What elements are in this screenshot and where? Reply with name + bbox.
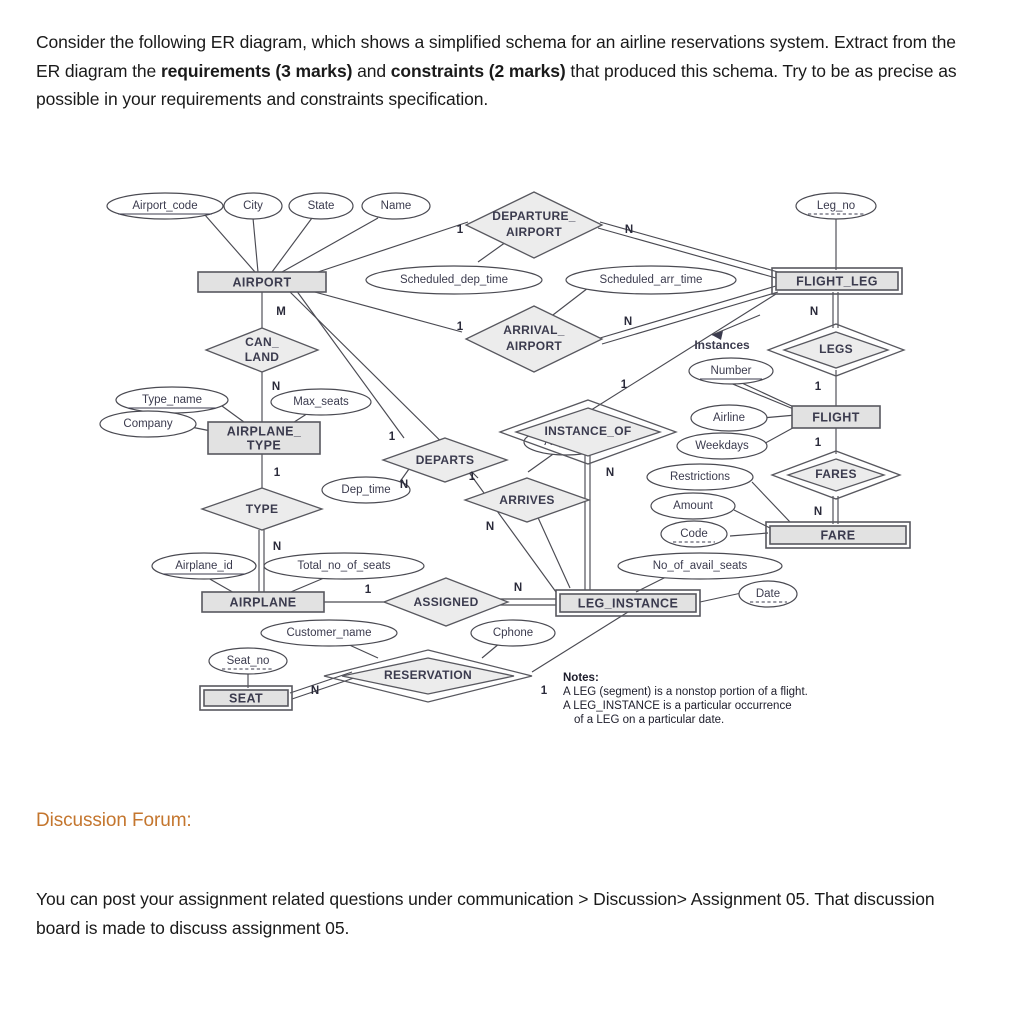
attribute-restrictions: [647, 464, 753, 490]
entity-airport: [198, 272, 326, 292]
attribute-label: Type_name: [141, 394, 203, 407]
attribute-label: Restrictions: [669, 471, 731, 484]
relationship-can-land: [206, 328, 318, 372]
attribute-label: Leg_no: [816, 200, 856, 213]
cardinality-arrival-airport-n: N: [623, 316, 633, 329]
relationship-label-line1: DEPARTS: [415, 453, 475, 468]
entity-airplane: [202, 592, 324, 612]
cardinality-arrival-airport-1: 1: [456, 321, 464, 334]
forum-body-line-2: That discussion board is made to discuss assignment 05.: [36, 889, 935, 938]
relationship-arrival-airport: [466, 306, 602, 372]
attribute-max-seats: [271, 389, 371, 415]
forum-body-line-1: You can post your assignment related questions under communication > Discussion> Assignment 05.: [36, 889, 810, 909]
attribute-label: Airport_code: [132, 200, 198, 213]
attribute-label: Dep_time: [341, 484, 391, 497]
attribute-label: No_of_avail_seats: [652, 560, 748, 573]
relationship-legs: [768, 324, 904, 376]
entity-flight-leg: [772, 268, 902, 294]
attribute-city: [224, 193, 282, 219]
cardinality-type-n: N: [272, 541, 282, 554]
attribute-number: [689, 358, 773, 384]
attribute-label: Customer_name: [286, 627, 372, 640]
attribute-label: Number: [710, 365, 752, 378]
discussion-forum-heading: Discussion Forum:: [36, 810, 192, 831]
svg-text:Instances: Instances: [694, 338, 750, 353]
cardinality-assigned-1: 1: [364, 584, 372, 597]
relationship-assigned: [384, 578, 508, 626]
attribute-label: Scheduled_dep_time: [399, 274, 509, 287]
attribute-airport-code: [107, 193, 223, 219]
cardinality-fares-n: N: [813, 506, 823, 519]
cardinality-reservation-n: N: [310, 685, 320, 698]
attribute-weekdays: [677, 433, 767, 459]
attribute-leg-no: [796, 193, 876, 219]
question-constraints-marks: constraints (2 marks): [390, 60, 566, 81]
entity-label-line1: AIRPLANE_: [226, 424, 302, 439]
notes-line-3: of a LEG on a particular date.: [574, 714, 725, 727]
relationship-departs: [383, 438, 507, 482]
cardinality-instance-of-1: 1: [620, 379, 628, 392]
cardinality-reservation-1: 1: [540, 685, 548, 698]
relationship-label-line2: LAND: [244, 350, 280, 365]
attribute-type-name: [116, 387, 228, 413]
question-requirements-marks: requirements (3 marks): [160, 60, 353, 81]
relationship-arrives: [465, 478, 589, 522]
relationship-label-line1: INSTANCE_OF: [544, 424, 632, 439]
attribute-no-of-avail-seats: [618, 553, 782, 579]
attribute-seat-no: [209, 648, 287, 674]
attribute-label: Weekdays: [695, 440, 749, 453]
cardinality-arrives-n: N: [485, 521, 495, 534]
attribute-date: [739, 581, 797, 607]
discussion-forum-body: [36, 885, 980, 942]
attribute-label: Airplane_id: [175, 560, 233, 573]
entity-label: LEG_INSTANCE: [577, 596, 679, 611]
cardinality-assigned-n: N: [513, 582, 523, 595]
entity-label: SEAT: [228, 691, 264, 706]
attribute-label: Company: [123, 418, 173, 431]
cardinality-departure-airport-1: 1: [456, 224, 464, 237]
entity-label: AIRPLANE: [229, 595, 297, 610]
relationship-fares: [772, 451, 900, 499]
entity-seat: [200, 686, 292, 710]
attribute-label: Seat_no: [226, 655, 270, 668]
diagram-notes: [563, 672, 808, 726]
notes-line-2: A LEG_INSTANCE is a particular occurrence: [563, 700, 792, 713]
cardinality-departs-n: N: [399, 479, 409, 492]
relationship-label-line1: RESERVATION: [384, 668, 472, 683]
entity-airplane-type: [208, 422, 320, 454]
relationship-label-line1: LEGS: [819, 342, 853, 357]
entity-flight: [792, 406, 880, 428]
cardinality-instance-of-n: N: [605, 467, 615, 480]
cardinality-fares-1: 1: [814, 437, 822, 450]
attribute-cphone: [471, 620, 555, 646]
er-diagram: [0, 160, 1024, 760]
question-line-2c: and: [352, 60, 391, 81]
attribute-customer-name: [261, 620, 397, 646]
question-line-3: schema. Try to be as precise as possible in your requirements and constraints specification.: [36, 60, 957, 110]
cardinality-legs-n: N: [809, 306, 819, 319]
entity-leg-instance: [556, 590, 700, 616]
entity-label: AIRPORT: [232, 275, 292, 290]
notes-line-1: A LEG (segment) is a nonstop portion of a flight.: [563, 686, 808, 699]
attribute-label: Date: [755, 588, 781, 601]
attribute-airline: [691, 405, 767, 431]
attribute-label: Total_no_of_seats: [297, 560, 391, 573]
attribute-dep-time: [322, 477, 410, 503]
relationship-type: [202, 488, 322, 530]
attribute-state: [289, 193, 353, 219]
cardinality-can-land-m: M: [276, 306, 286, 319]
attribute-amount: [651, 493, 735, 519]
cardinality-legs-1: 1: [814, 381, 822, 394]
attribute-label: Cphone: [492, 627, 534, 640]
relationship-label-line2: AIRPORT: [505, 225, 563, 240]
relationship-label-line1: DEPARTURE_: [492, 209, 576, 224]
relationship-label-line1: FARES: [815, 467, 857, 482]
cardinality-arrives-1: 1: [468, 471, 476, 484]
entity-label: FARE: [820, 528, 856, 543]
attribute-company: [100, 411, 196, 437]
attribute-scheduled-dep-time: [366, 266, 542, 294]
attribute-label: Code: [680, 528, 708, 541]
cardinality-type-1: 1: [273, 467, 281, 480]
relationship-label-line1: ASSIGNED: [413, 595, 479, 610]
notes-heading: Notes:: [563, 672, 599, 685]
entity-label-line2: TYPE: [246, 438, 282, 453]
relationship-label-line1: CAN_: [245, 335, 279, 350]
relationship-instance-of: [500, 400, 676, 464]
role-label-instances: [694, 315, 760, 352]
relationship-label-line1: TYPE: [245, 502, 279, 517]
attribute-label: City: [243, 200, 263, 213]
cardinality-can-land-n: N: [271, 381, 281, 394]
entity-label: FLIGHT: [812, 410, 860, 425]
relationship-label-line1: ARRIVES: [499, 493, 555, 508]
question-line-2a: Extract from the ER diagram the: [36, 32, 956, 81]
cardinality-departure-airport-n: N: [624, 224, 634, 237]
attribute-total-no-of-seats: [264, 553, 424, 579]
entity-label: FLIGHT_LEG: [796, 274, 878, 289]
relationship-label-line2: AIRPORT: [505, 339, 563, 354]
relationship-departure-airport: [466, 192, 602, 258]
attribute-label: State: [307, 200, 335, 213]
attribute-label: Max_seats: [293, 396, 349, 409]
relationship-reservation: [324, 650, 532, 702]
attribute-label: Name: [380, 200, 412, 213]
attribute-scheduled-arr-time: [566, 266, 736, 294]
attribute-label: Scheduled_arr_time: [599, 274, 703, 287]
question-line-1: Consider the following ER diagram, which shows a simplified schema for an airline reservations system.: [36, 32, 830, 52]
question-line-2e: that produced this: [565, 60, 708, 81]
cardinality-departs-1: 1: [388, 431, 396, 444]
attribute-name: [362, 193, 430, 219]
question-text: [36, 28, 980, 114]
attribute-label: Amount: [673, 500, 713, 513]
relationship-label-line1: ARRIVAL_: [503, 323, 565, 338]
attribute-airplane-id: [152, 553, 256, 579]
attribute-code: [661, 521, 727, 547]
entity-fare: [766, 522, 910, 548]
attribute-label: Airline: [713, 412, 745, 425]
